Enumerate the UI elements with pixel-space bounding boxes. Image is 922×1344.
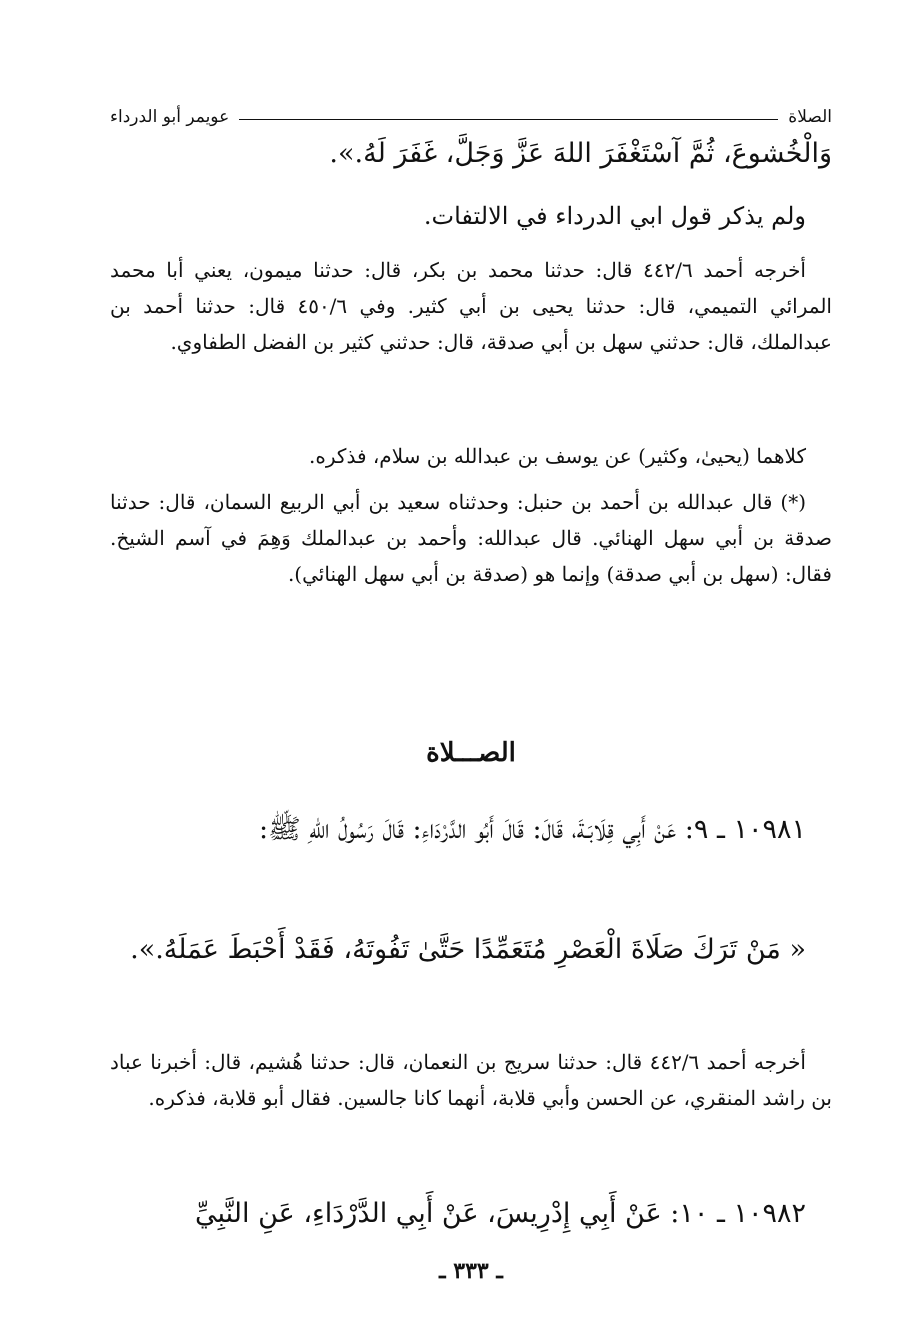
section-title: الصـــلاة — [426, 738, 516, 768]
takhrij-1: أخرجه أحمد ٤٤٢/٦ قال: حدثنا محمد بن بكر، قال: حدثنا ميمون، يعني أبا محمد المرائي التميمي، قال: حدثنا يحيى بن أبي كثير. وفي ٤٥٠/٦ قال: حدثنا أحمد بن عبدالملك، قال: حدثني سهل بن أبي صدقة، قال: حدثني كثير بن الفضل الطفاوي. — [110, 258, 832, 354]
footnote: (*) قال عبدالله بن أحمد بن حنبل: وحدثناه سعيد بن أبي الربيع السمان، قال: حدثنا صدقة بن أبي سهل الهنائي. قال عبدالله: وأحمد بن عبدالملك وَهِمَ في آسم الشيخ. فقال: (سهل بن أبي صدقة) وإنما هو (صدقة بن أبي سهل الهنائي). — [110, 490, 832, 586]
header-chapter: الصلاة — [788, 107, 832, 127]
both-note: كلاهما (يحيىٰ، وكثير) عن يوسف بن عبدالله بن سلام، فذكره. — [309, 444, 806, 468]
header-companion: عويمر أبو الدرداء — [110, 107, 230, 127]
page-number: ـ ٣٣٣ ـ — [439, 1258, 503, 1284]
hadith-10981-text: « مَنْ تَرَكَ صَلَاةَ الْعَصْرِ مُتَعَمِّدًا حَتَّىٰ تَفُوتَهُ، فَقَدْ أَحْبَطَ عَمَلَهُ.». — [130, 934, 806, 965]
header-rule — [239, 119, 778, 120]
running-header — [110, 88, 832, 128]
remark: ولم يذكر قول ابي الدرداء في الالتفات. — [423, 202, 806, 230]
continued-hadith: وَالْخُشوعَ، ثُمَّ آسْتَغْفَرَ اللهَ عَزَّ وَجَلَّ، غَفَرَ لَهُ.». — [329, 138, 832, 169]
hadith-10981-takhrij: أخرجه أحمد ٤٤٢/٦ قال: حدثنا سريج بن النعمان، قال: حدثنا هُشيم، قال: أخبرنا عباد بن راشد المنقري، عن الحسن وأبي قلابة، أنهما كانا جالسين. فقال أبو قلابة، فذكره. — [110, 1050, 832, 1110]
hadith-10982-intro: ١٠٩٨٢ ـ ١٠: عَنْ أَبِي إِدْرِيسَ، عَنْ أَبِي الدَّرْدَاءِ، عَنِ النَّبِيِّ — [194, 1198, 806, 1229]
book-page — [110, 88, 832, 1318]
hadith-10981-intro: ١٠٩٨١ ـ ٩: عَنْ أَبِي قِلَابَـةَ، قَالَ: قَالَ أَبُو الدَّرْدَاءِ: قَالَ رَسُولُ اللهِ ﷺ: — [258, 814, 806, 845]
